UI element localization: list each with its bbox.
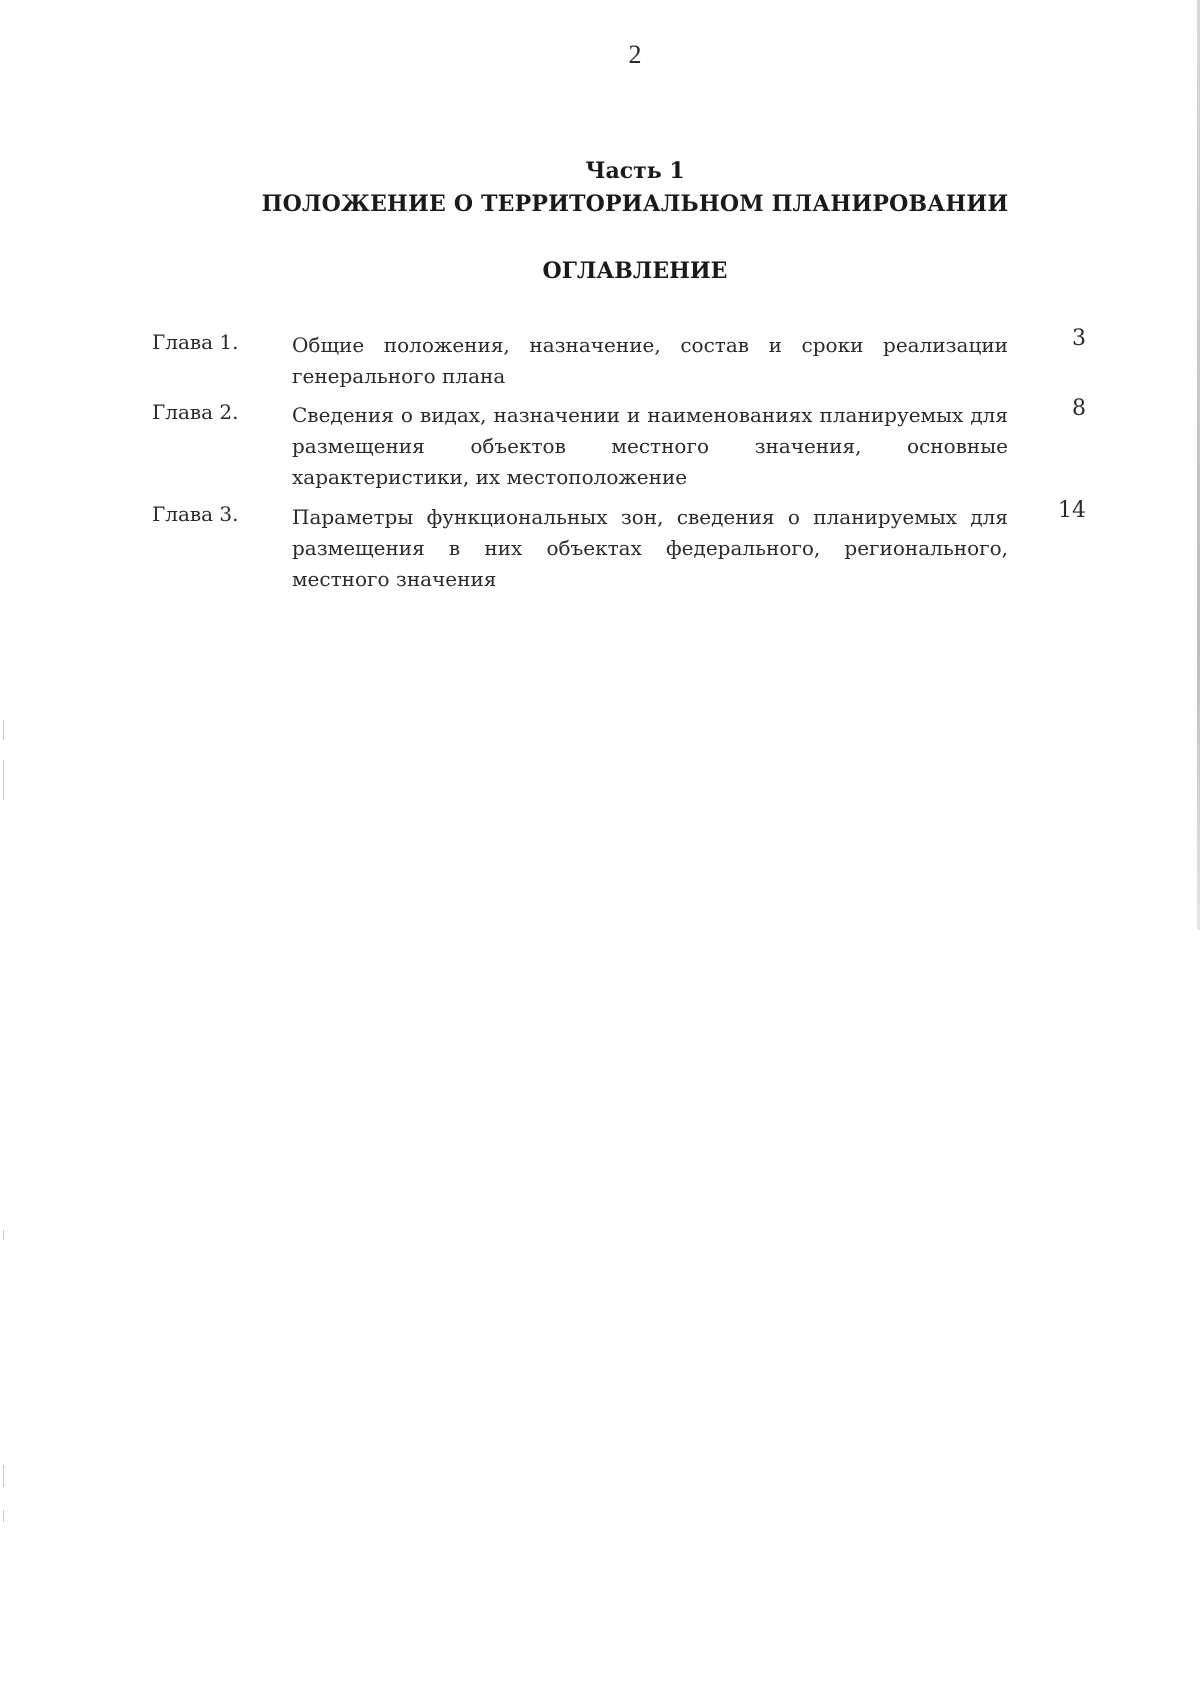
part-title: Часть 1 [585, 158, 685, 184]
scan-margin-mark [3, 720, 4, 740]
part-subtitle: ПОЛОЖЕНИЕ О ТЕРРИТОРИАЛЬНОМ ПЛАНИРОВАНИИ [261, 191, 1009, 217]
scan-margin-mark [3, 1465, 4, 1487]
toc-entry-text: Параметры функциональных зон, сведения о планируемых для размещения в них объектах федерального, регионального, местного значения [292, 505, 1008, 591]
page-number: 2 [628, 40, 642, 69]
toc-heading: ОГЛАВЛЕНИЕ [542, 258, 728, 284]
scan-margin-mark [3, 760, 4, 800]
scan-margin-mark [3, 1510, 4, 1522]
toc-entry-text: Сведения о видах, назначении и наименованиях планируемых для размещения объектов местного значения, основные характеристики, их местоположение [292, 403, 1008, 489]
scan-margin-mark [3, 1230, 4, 1240]
toc-entry-page-number: 3 [1072, 326, 1086, 351]
toc-entry-label: Глава 3. [152, 502, 239, 526]
toc-entry-text: Общие положения, назначение, состав и сроки реализации генерального плана [292, 333, 1008, 388]
toc-entry-page-number: 8 [1072, 396, 1086, 421]
toc-entry-label: Глава 1. [152, 330, 239, 354]
toc-entry-label: Глава 2. [152, 400, 239, 424]
toc-entry-page-number: 14 [1058, 498, 1086, 523]
